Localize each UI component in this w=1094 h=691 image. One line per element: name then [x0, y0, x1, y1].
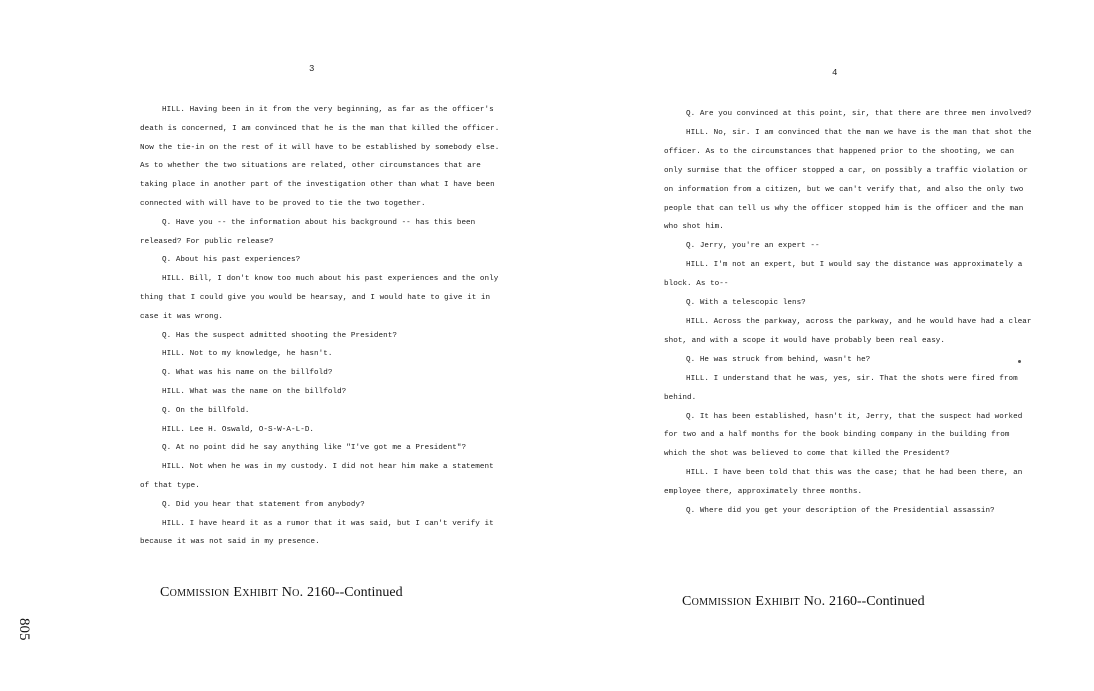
paragraph: Q. About his past experiences? [162, 256, 301, 265]
caption-prefix: Commission Exhibit No. [160, 585, 304, 600]
scan-speck [1018, 360, 1021, 363]
paragraph: HILL. Not to my knowledge, he hasn't. [162, 350, 333, 359]
caption-suffix: 2160--Continued [828, 594, 925, 609]
transcript-body [664, 105, 1034, 521]
paragraph: Q. What was his name on the billfold? [162, 369, 333, 378]
paragraph: Q. It has been established, hasn't it, Jerry, that the suspect had worked for two and a half months for the book binding company in the building from which the shot was believed to come that killed the President? [664, 412, 1023, 459]
paragraph: Q. Jerry, you're an expert -- [686, 242, 820, 251]
paragraph: Q. Has the suspect admitted shooting the President? [162, 331, 397, 340]
paragraph: HILL. Across the parkway, across the parkway, and he would have had a clear shot, and with a scope it would have probably been real easy. [664, 317, 1032, 345]
paragraph: Q. Have you -- the information about his background -- has this been released? For public release? [140, 218, 476, 246]
caption-suffix: 2160--Continued [306, 585, 403, 600]
paragraph: Q. Where did you get your description of the Presidential assassin? [686, 507, 995, 516]
paragraph: HILL. Having been in it from the very beginning, as far as the officer's death is concerned, I am convinced that he is the man that killed the officer. Now the tie-in on the rest of it will have to be established by somebody else. As to whether the two situations are related, other circumstances that are taking place in another part of the investigation other than what I have been connected with will have to be proved to tie the two together. [140, 106, 500, 208]
paragraph: Q. At no point did he say anything like "I've got me a President"? [162, 444, 467, 453]
paragraph: HILL. I'm not an expert, but I would say the distance was approximately a block. As to-- [664, 261, 1023, 289]
paragraph: HILL. What was the name on the billfold? [162, 387, 347, 396]
paragraph: HILL. No, sir. I am convinced that the man we have is the man that shot the officer. As to the circumstances that happened prior to the shooting, we can only surmise that the officer stopped a car, on possibly a traffic violation or on information from a citizen, but we can't verify that, and also the only two people that can tell us why the officer stopped him is the officer and the man who shot him. [664, 128, 1032, 232]
page-number: 4 [832, 68, 838, 78]
paragraph: HILL. Bill, I don't know too much about his past experiences and the only thing that I could give you would be hearsay, and I would hate to give it in case it was wrong. [140, 275, 499, 321]
transcript-body [140, 101, 500, 552]
paragraph: HILL. Not when he was in my custody. I did not hear him make a statement of that type. [140, 463, 494, 490]
paragraph: HILL. I understand that he was, yes, sir. That the shots were fired from behind. [664, 374, 1018, 402]
paragraph: Q. With a telescopic lens? [686, 299, 806, 308]
paragraph: Q. Are you convinced at this point, sir, that there are three men involved? [686, 110, 1032, 118]
volume-page-number: 805 [16, 618, 32, 641]
left-page [140, 0, 500, 691]
page-number: 3 [309, 64, 315, 74]
caption-prefix: Commission Exhibit No. [682, 594, 826, 609]
exhibit-caption [160, 585, 403, 601]
paragraph: HILL. I have been told that this was the case; that he had been there, an employee there, approximately three months. [664, 469, 1023, 497]
exhibit-caption [682, 594, 925, 610]
paragraph: Q. He was struck from behind, wasn't he? [686, 355, 871, 364]
paragraph: Q. On the billfold. [162, 406, 250, 415]
right-page [664, 0, 1034, 691]
paragraph: HILL. I have heard it as a rumor that it was said, but I can't verify it because it was not said in my presence. [140, 519, 494, 547]
paragraph: Q. Did you hear that statement from anybody? [162, 500, 365, 509]
paragraph: HILL. Lee H. Oswald, O-S-W-A-L-D. [162, 425, 315, 434]
